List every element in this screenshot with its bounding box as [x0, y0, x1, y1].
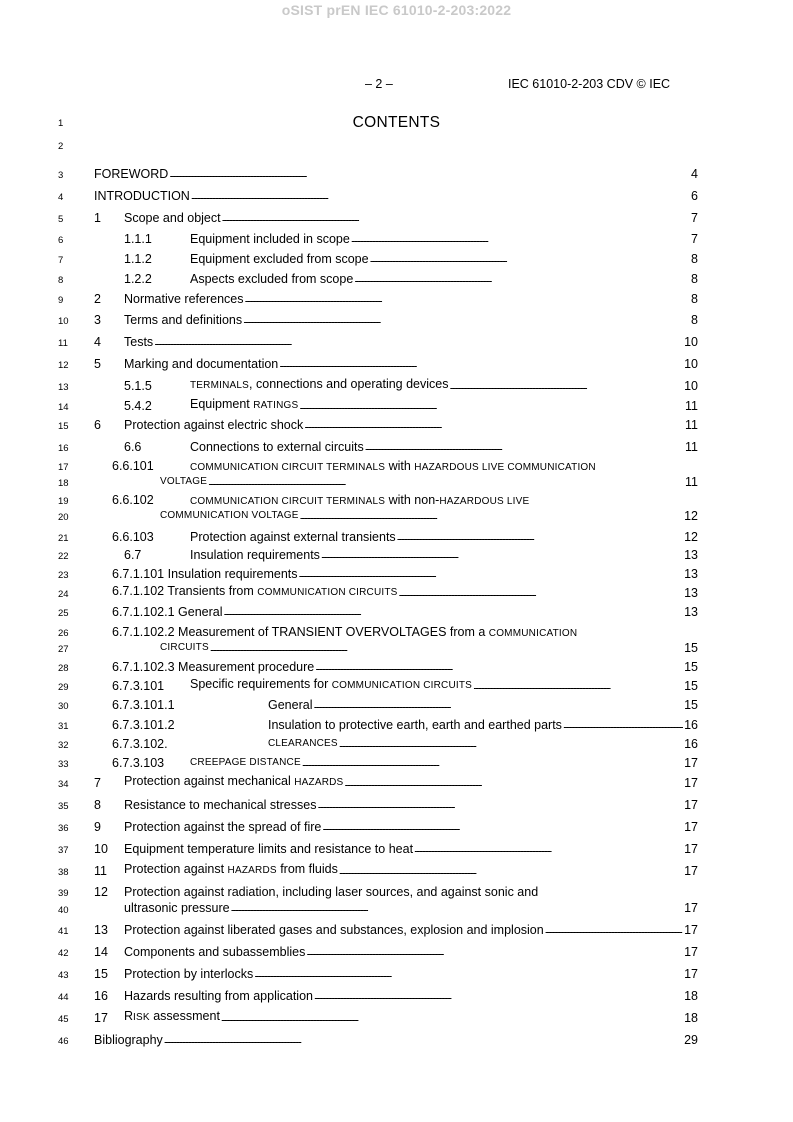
toc-page-number: 16 [684, 737, 698, 751]
dot-leader [354, 270, 690, 287]
toc-entry-text [124, 773, 343, 791]
toc-entry-text: 6.7.1.102.3 Measurement procedure [112, 660, 315, 674]
watermark: oSIST prEN IEC 61010-2-203:2022 [281, 2, 512, 18]
toc-entry-text: Protection by interlocks [124, 967, 254, 981]
toc-section-number: 5.1.5 [124, 379, 152, 393]
toc-entry-section-11[interactable] [94, 863, 698, 879]
toc-section-number: 16 [94, 989, 108, 1003]
small-caps-term: COMMUNICATION CIRCUIT TERMINALS [190, 462, 386, 473]
line-number: 1 [58, 118, 64, 129]
toc-page-number: 17 [684, 820, 698, 834]
dot-leader [164, 1031, 683, 1048]
toc-entry-section-5[interactable] [94, 356, 698, 372]
toc-entry-section-6[interactable] [94, 417, 698, 433]
small-caps-term: ISK [133, 1012, 150, 1023]
toc-entry-text: Equipment included in scope [190, 232, 350, 246]
toc-section-number: 12 [94, 885, 108, 899]
toc-entry-text: Scope and object [124, 211, 221, 225]
toc-section-number: 3 [94, 313, 101, 327]
dot-leader [299, 397, 684, 414]
toc-page-number: 17 [684, 923, 698, 937]
toc-entry-text: Protection against electric shock [124, 418, 304, 432]
toc-entry-6-6-101-line2[interactable] [160, 474, 698, 490]
dot-leader [169, 165, 690, 182]
line-number: 43 [58, 970, 69, 981]
toc-entry-6-7-1-102-3[interactable] [112, 659, 698, 675]
toc-entry-text: Bibliography [94, 1033, 163, 1047]
toc-entry-text: Connections to external circuits [190, 440, 364, 454]
line-number: 27 [58, 644, 69, 655]
toc-entry-6-6[interactable] [124, 439, 698, 455]
toc-entry-text: Marking and documentation [124, 357, 279, 371]
dot-leader [304, 416, 684, 433]
standard-header: IEC 61010-2-203 CDV © IEC [508, 77, 671, 91]
line-number: 32 [58, 740, 69, 751]
toc-page-number: 10 [684, 357, 698, 371]
small-caps-term: CIRCUITS [160, 642, 209, 653]
toc-entry-6-7-3-101-1[interactable] [112, 697, 698, 713]
toc-entry-text [112, 583, 398, 601]
toc-section-number: 6.6.103 [112, 530, 154, 544]
line-number: 35 [58, 801, 69, 812]
dot-leader [191, 187, 690, 204]
toc-page-number: 17 [684, 901, 698, 915]
toc-page-number: 15 [684, 660, 698, 674]
dot-leader [339, 735, 683, 752]
toc-entry-section-1[interactable] [94, 210, 698, 226]
toc-section-number: 6.7.3.101 [112, 679, 165, 693]
toc-entry-text [190, 376, 449, 394]
toc-entry-text-lead: Protection against mechanical [124, 774, 295, 788]
line-number: 2 [58, 141, 64, 152]
toc-entry-section-12-line1[interactable] [94, 884, 538, 900]
toc-entry-text: INTRODUCTION [94, 189, 190, 203]
page-title: CONTENTS [352, 114, 441, 131]
toc-entry-text [124, 1008, 220, 1026]
toc-section-number: 1.2.2 [124, 272, 152, 286]
line-number: 40 [58, 905, 69, 916]
toc-page-number: 8 [691, 272, 698, 286]
small-caps-term: COMMUNICATION CIRCUITS [331, 680, 473, 691]
toc-entry-text: Tests [124, 335, 154, 349]
line-number: 14 [58, 402, 69, 413]
line-number: 7 [58, 255, 64, 266]
toc-entry-6-7-3-101-2[interactable] [112, 717, 698, 733]
dot-leader [344, 774, 683, 791]
small-caps-term: COMMUNICATION [488, 628, 578, 639]
toc-section-number: 2 [94, 292, 101, 306]
line-number: 12 [58, 360, 69, 371]
line-number: 29 [58, 682, 69, 693]
toc-entry-text-rest: , connections and operating devices [249, 377, 449, 391]
dot-leader [317, 796, 683, 813]
toc-section-number: 6.6.102 [112, 493, 154, 507]
toc-entry-foreword[interactable] [94, 166, 698, 182]
toc-entry-section-17[interactable] [94, 1010, 698, 1026]
line-number: 37 [58, 845, 69, 856]
toc-entry-text: 6.7.1.102.1 General [112, 605, 223, 619]
small-caps-term: CLEARANCES [268, 738, 338, 749]
small-caps-term: RATINGS [253, 400, 299, 411]
line-number: 15 [58, 421, 69, 432]
line-number: 6 [58, 235, 64, 246]
small-caps-term: HAZARDS [227, 865, 277, 876]
toc-page-number: 17 [684, 798, 698, 812]
toc-entry-text: FOREWORD [94, 167, 169, 181]
dot-leader [399, 584, 684, 601]
toc-entry-text [190, 676, 472, 694]
toc-entry-5-4-2[interactable] [124, 398, 698, 414]
toc-entry-text: Protection against liberated gases and substances, explosion and implosion [124, 923, 544, 937]
toc-entry-5-1-5[interactable] [124, 378, 698, 394]
toc-entry-text: Aspects excluded from scope [190, 272, 354, 286]
dot-leader [302, 754, 683, 771]
toc-entry-6-6-102-line2[interactable] [160, 508, 698, 524]
toc-entry-section-9[interactable] [94, 819, 698, 835]
toc-entry-6-7-3-102[interactable] [112, 736, 698, 752]
toc-page-number: 15 [684, 641, 698, 655]
line-number: 41 [58, 926, 69, 937]
dot-leader [397, 528, 683, 545]
toc-page-number: 13 [684, 586, 698, 600]
toc-section-number: 6.7.3.101.1 [112, 698, 175, 712]
dot-leader [279, 355, 683, 372]
line-number: 3 [58, 170, 64, 181]
toc-entry-1-1-1[interactable] [124, 231, 698, 247]
toc-entry-section-12-line2[interactable] [124, 900, 698, 916]
toc-page-number: 7 [691, 211, 698, 225]
toc-section-number: 6.6.101 [112, 459, 154, 473]
dot-leader [365, 438, 684, 455]
toc-entry-text: General [268, 698, 313, 712]
line-number: 22 [58, 551, 69, 562]
dot-leader [450, 377, 684, 394]
line-number: 16 [58, 443, 69, 454]
toc-entry-text-lead: Equipment [190, 397, 254, 411]
toc-page-number: 4 [691, 167, 698, 181]
toc-page-number: 6 [691, 189, 698, 203]
toc-entry-text-initial: R [124, 1009, 134, 1023]
toc-page-number: 8 [691, 252, 698, 266]
small-caps-term: HAZARDOUS LIVE [439, 496, 530, 507]
toc-entry-section-15[interactable] [94, 966, 698, 982]
toc-page-number: 11 [685, 418, 698, 432]
toc-section-number: 11 [94, 864, 107, 878]
toc-entry-1-2-2[interactable] [124, 271, 698, 287]
toc-entry-text: 6.7.1.102.2 Measurement of TRANSIENT OVERVOLTAGES from a [112, 625, 489, 639]
toc-entry-section-8[interactable] [94, 797, 698, 813]
toc-entry-6-7-1-102-1[interactable] [112, 604, 698, 620]
line-number: 33 [58, 759, 69, 770]
dot-leader [473, 677, 683, 694]
toc-page-number: 7 [691, 232, 698, 246]
toc-entry-text: Protection against external transients [190, 530, 396, 544]
toc-section-number: 1.1.2 [124, 252, 152, 266]
line-number: 4 [58, 192, 64, 203]
toc-page-number: 17 [684, 776, 698, 790]
small-caps-term: TERMINALS [190, 380, 250, 391]
dot-leader [306, 943, 683, 960]
toc-section-number: 9 [94, 820, 101, 834]
dot-leader [299, 565, 684, 582]
line-number: 34 [58, 779, 69, 790]
toc-entry-6-6-103[interactable] [112, 529, 698, 545]
toc-page-number: 15 [684, 698, 698, 712]
toc-page-number: 11 [685, 399, 698, 413]
toc-section-number: 7 [94, 776, 101, 790]
toc-entry-text-lead: 6.7.1.102 Transients from [112, 584, 258, 598]
toc-page-number: 8 [691, 292, 698, 306]
dot-leader [351, 230, 690, 247]
toc-entry-text: Protection against radiation, including laser sources, and against sonic and [124, 885, 539, 899]
dot-leader [563, 716, 683, 733]
toc-entry-text: Equipment temperature limits and resistance to heat [124, 842, 414, 856]
toc-entry-text: Protection against the spread of fire [124, 820, 322, 834]
line-number: 31 [58, 721, 69, 732]
line-number: 24 [58, 589, 69, 600]
toc-entry-text: Normative references [124, 292, 244, 306]
line-number: 10 [58, 316, 69, 327]
toc-entry-text: Insulation requirements [190, 548, 320, 562]
toc-page-number: 13 [684, 605, 698, 619]
dot-leader [313, 696, 683, 713]
toc-page-number: 15 [684, 679, 698, 693]
toc-entry-6-7-3-103[interactable] [112, 755, 698, 771]
dot-leader [339, 862, 683, 879]
line-number: 25 [58, 608, 69, 619]
toc-page-number: 11 [685, 475, 698, 489]
toc-entry-text: 6.7.1.101 Insulation requirements [112, 567, 298, 581]
toc-section-number: 10 [94, 842, 108, 856]
toc-entry-section-4[interactable] [94, 334, 698, 350]
toc-section-number: 1.1.1 [124, 232, 152, 246]
toc-entry-text-lead: Protection against [124, 862, 228, 876]
toc-entry-text: Equipment excluded from scope [190, 252, 369, 266]
toc-section-number: 4 [94, 335, 101, 349]
toc-page-number: 8 [691, 313, 698, 327]
toc-entry-section-13[interactable] [94, 922, 698, 938]
toc-section-number: 5.4.2 [124, 399, 152, 413]
dot-leader [545, 921, 683, 938]
toc-page-number: 17 [684, 864, 698, 878]
toc-page-number: 16 [684, 718, 698, 732]
toc-entry-bibliography[interactable] [94, 1032, 698, 1048]
toc-page-number: 13 [684, 548, 698, 562]
toc-entry-text [190, 396, 298, 414]
toc-entry-1-1-2[interactable] [124, 251, 698, 267]
toc-entry-6-7-1-102-2-line2[interactable] [160, 640, 698, 656]
line-number: 21 [58, 533, 69, 544]
toc-page-number: 11 [685, 440, 698, 454]
dot-leader [208, 473, 684, 490]
line-number: 5 [58, 214, 64, 225]
line-number: 46 [58, 1036, 69, 1047]
toc-entry-6-7-3-101[interactable] [112, 678, 698, 694]
toc-page-number: 18 [684, 1011, 698, 1025]
toc-entry-text: ultrasonic pressure [124, 901, 230, 915]
toc-page-number: 29 [684, 1033, 698, 1047]
small-caps-term: COMMUNICATION CIRCUITS [257, 587, 398, 598]
dot-leader [314, 987, 683, 1004]
dot-leader [221, 1009, 683, 1026]
toc-entry-text: with non- [385, 493, 440, 507]
dot-leader [322, 818, 683, 835]
toc-page-number: 17 [684, 842, 698, 856]
toc-entry-section-2[interactable] [94, 291, 698, 307]
toc-entry-text [124, 861, 338, 879]
dot-leader [243, 311, 690, 328]
line-number: 42 [58, 948, 69, 959]
toc-page-number: 17 [684, 756, 698, 770]
line-number: 8 [58, 275, 64, 286]
line-number: 28 [58, 663, 69, 674]
small-caps-term: COMMUNICATION VOLTAGE [160, 510, 299, 521]
toc-entry-text-rest: assessment [149, 1009, 220, 1023]
line-number: 19 [58, 496, 69, 507]
dot-leader [321, 546, 683, 563]
toc-entry-section-14[interactable] [94, 944, 698, 960]
toc-section-number: 13 [94, 923, 108, 937]
line-number: 39 [58, 888, 69, 899]
toc-section-number: 6.6 [124, 440, 142, 454]
dot-leader [370, 250, 690, 267]
toc-page-number: 18 [684, 989, 698, 1003]
toc-section-number: 15 [94, 967, 108, 981]
toc-section-number: 6.7 [124, 548, 142, 562]
dot-leader [210, 639, 683, 656]
dot-leader [245, 290, 691, 307]
dot-leader [254, 965, 683, 982]
line-number: 30 [58, 701, 69, 712]
small-caps-term: COMMUNICATION CIRCUIT TERMINALS [190, 496, 386, 507]
toc-section-number: 1 [94, 211, 101, 225]
line-number: 9 [58, 295, 64, 306]
toc-section-number: 6 [94, 418, 101, 432]
dot-leader [300, 507, 683, 524]
toc-entry-text: Hazards resulting from application [124, 989, 313, 1003]
line-number: 17 [58, 462, 69, 473]
dot-leader [224, 603, 684, 620]
toc-page-number: 12 [684, 509, 698, 523]
line-number: 18 [58, 478, 69, 489]
line-number: 23 [58, 570, 69, 581]
line-number: 38 [58, 867, 69, 878]
small-caps-term: HAZARDOUS LIVE COMMUNICATION [414, 462, 596, 473]
toc-entry-text: Insulation to protective earth, earth and earthed parts [268, 718, 562, 732]
toc-entry-text: Terms and definitions [124, 313, 243, 327]
toc-entry-6-7-1-101[interactable] [112, 566, 698, 582]
toc-entry-text: with [385, 459, 415, 473]
toc-section-number: 6.7.3.102. [112, 737, 168, 751]
toc-section-number: 6.7.3.103 [112, 756, 165, 770]
toc-page-number: 17 [684, 945, 698, 959]
dot-leader [222, 209, 690, 226]
line-number: 26 [58, 628, 69, 639]
toc-entry-text-rest: from fluids [276, 862, 338, 876]
line-number: 44 [58, 992, 69, 1003]
toc-page-number: 17 [684, 967, 698, 981]
toc-entry-text: Resistance to mechanical stresses [124, 798, 317, 812]
toc-entry-text: Components and subassemblies [124, 945, 306, 959]
toc-entry-introduction[interactable] [94, 188, 698, 204]
dot-leader [414, 840, 683, 857]
toc-entry-6-7-1-102[interactable] [112, 585, 698, 601]
toc-entry-section-10[interactable] [94, 841, 698, 857]
toc-entry-6-7[interactable] [124, 547, 698, 563]
dot-leader [231, 899, 683, 916]
toc-page-number: 13 [684, 567, 698, 581]
toc-entry-text-lead: Specific requirements for [190, 677, 332, 691]
small-caps-term: VOLTAGE [160, 476, 208, 487]
line-number: 45 [58, 1014, 69, 1025]
line-number: 20 [58, 512, 69, 523]
page-number-header: – 2 – [365, 77, 393, 91]
toc-page-number: 10 [684, 335, 698, 349]
toc-section-number: 14 [94, 945, 108, 959]
toc-entry-section-7[interactable] [94, 775, 698, 791]
toc-section-number: 6.7.3.101.2 [112, 718, 175, 732]
toc-section-number: 8 [94, 798, 101, 812]
toc-page-number: 12 [684, 530, 698, 544]
toc-entry-section-16[interactable] [94, 988, 698, 1004]
toc-section-number: 17 [94, 1011, 108, 1025]
line-number: 11 [58, 338, 68, 349]
line-number: 36 [58, 823, 69, 834]
small-caps-term: HAZARDS [294, 777, 344, 788]
toc-page-number: 10 [684, 379, 698, 393]
toc-entry-section-3[interactable] [94, 312, 698, 328]
toc-section-number: 5 [94, 357, 101, 371]
line-number: 13 [58, 382, 69, 393]
dot-leader [315, 658, 683, 675]
small-caps-term: CREEPAGE DISTANCE [190, 757, 301, 768]
dot-leader [154, 333, 683, 350]
